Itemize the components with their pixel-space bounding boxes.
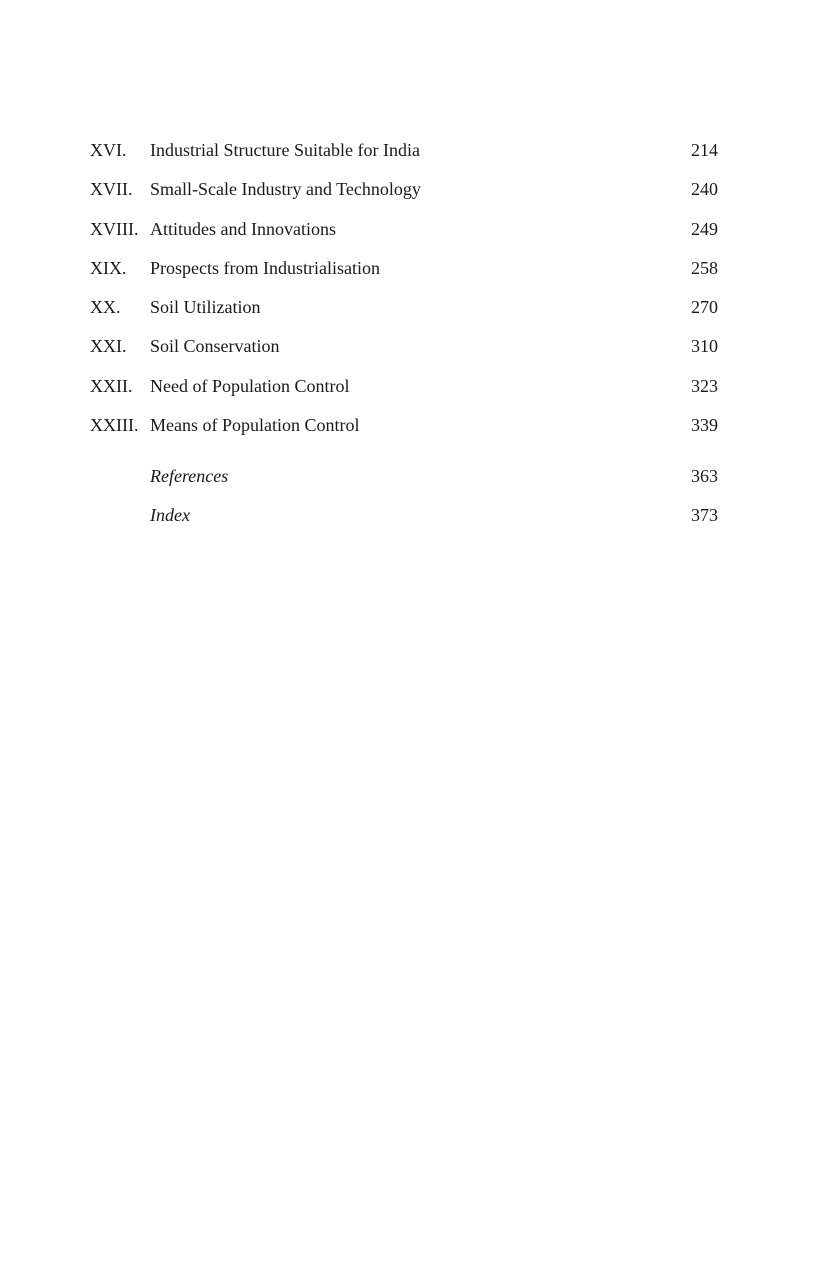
page-number: 363 (691, 466, 718, 486)
chapter-numeral: XX. (90, 297, 121, 318)
chapter-title: Means of Population Control (150, 415, 360, 436)
chapter-title: Need of Population Control (150, 375, 350, 396)
back-matter (90, 463, 718, 542)
chapter-numeral: XXIII. (90, 415, 139, 436)
chapter-title: Soil Conservation (150, 336, 280, 357)
chapter-title: Industrial Structure Suitable for India (150, 140, 420, 160)
chapter-title: Small-Scale Industry and Technology (150, 179, 421, 200)
chapter-title: Soil Utilization (150, 297, 261, 318)
toc-entry[interactable] (90, 333, 718, 372)
toc-entry[interactable] (90, 137, 718, 176)
chapter-numeral: XXI. (90, 336, 127, 357)
page-number: 373 (691, 505, 718, 526)
page-number: 214 (691, 140, 718, 160)
page-number: 258 (691, 257, 718, 278)
toc-entry[interactable] (90, 412, 718, 451)
chapter-numeral: XXII. (90, 375, 133, 396)
chapter-title: Prospects from Industrialisation (150, 257, 380, 278)
chapter-numeral: XVIII. (90, 218, 139, 239)
chapter-numeral: XVII. (90, 179, 133, 200)
page-number: 240 (691, 179, 718, 200)
chapter-numeral: XVI. (90, 140, 127, 160)
back-matter-title: References (150, 466, 229, 486)
page-number: 339 (691, 415, 718, 436)
toc-entry-index[interactable] (90, 502, 718, 541)
chapter-numeral: XIX. (90, 257, 127, 278)
toc-entry[interactable] (90, 255, 718, 294)
page-number: 310 (691, 336, 718, 357)
toc-entry[interactable] (90, 294, 718, 333)
page-number: 270 (691, 297, 718, 318)
toc-entry[interactable] (90, 216, 718, 255)
chapter-title: Attitudes and Innovations (150, 218, 336, 239)
back-matter-title: Index (150, 505, 190, 526)
toc-entry[interactable] (90, 176, 718, 215)
table-of-contents (90, 137, 718, 451)
page-number: 323 (691, 375, 718, 396)
toc-entry[interactable] (90, 373, 718, 412)
page-number: 249 (691, 218, 718, 239)
toc-entry-references[interactable] (90, 463, 718, 502)
